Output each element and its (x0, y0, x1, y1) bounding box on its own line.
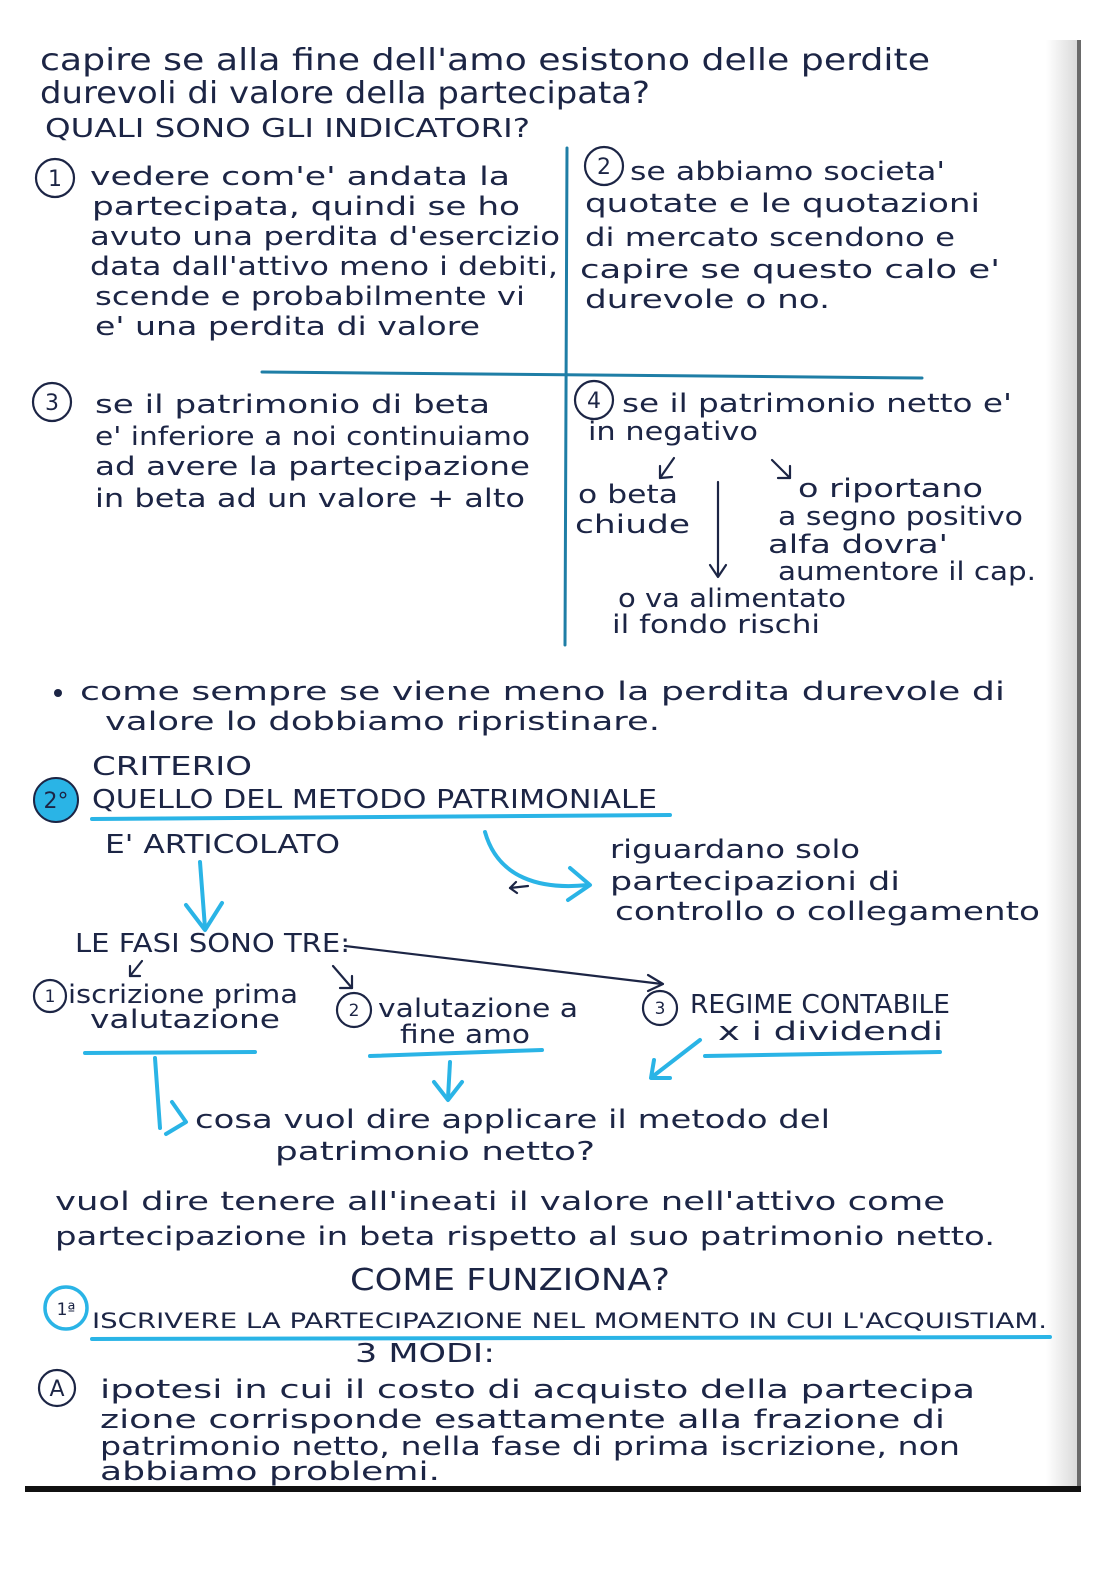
phase-line: x i dividendi (718, 1017, 943, 1047)
indicator-line: partecipata, quindi se ho (92, 192, 520, 222)
indicator-line: capire se questo calo e' (580, 255, 1000, 285)
svg-text:1: 1 (48, 167, 62, 192)
option-line: alfa dovra' (768, 530, 948, 560)
indicator-line: vedere com'e' andata la (90, 162, 511, 192)
indicator-3 (33, 383, 530, 514)
intro-line: durevoli di valore della partecipata? (40, 76, 651, 111)
question-line: patrimonio netto? (275, 1137, 595, 1167)
option-line: il fondo rischi (612, 610, 820, 640)
question-line: cosa vuol dire applicare il metodo del (195, 1105, 830, 1135)
indicator-line: e' una perdita di valore (95, 312, 480, 342)
indicator-line: in negativo (588, 417, 758, 447)
indicator-line: avuto una perdita d'esercizio (90, 222, 560, 252)
how-title: COME FUNZIONA? (350, 1263, 670, 1298)
intro-line: capire se alla fine dell'amo esistono delle perdite (40, 43, 931, 78)
step-text: ISCRIVERE LA PARTECIPAZIONE NEL MOMENTO IN CUI L'ACQUISTIAM. (92, 1309, 1047, 1333)
scope-line: partecipazioni di (610, 867, 900, 897)
scope-line: riguardano solo (610, 835, 860, 865)
indicator-line: in beta ad un valore + alto (95, 484, 525, 514)
indicator-line: data dall'attivo meno i debiti, (90, 252, 558, 282)
phase-line: REGIME CONTABILE (690, 990, 950, 1020)
svg-text:2: 2 (597, 155, 611, 180)
indicator-line: durevole o no. (585, 285, 830, 315)
answer-line: partecipazione in beta rispetto al suo patrimonio netto. (55, 1222, 995, 1252)
case-line: ipotesi in cui il costo di acquisto della partecipa (100, 1375, 975, 1405)
phase-line: valutazione a (378, 994, 578, 1024)
phase-line: valutazione (90, 1005, 280, 1035)
indicator-line: se il patrimonio di beta (95, 390, 490, 420)
svg-text:3: 3 (654, 999, 666, 1019)
quadrant-vertical-divider (565, 148, 567, 645)
svg-text:3: 3 (45, 391, 59, 416)
indicator-line: scende e probabilmente vi (95, 282, 525, 312)
option-line: o beta (578, 480, 678, 510)
case-line: zione corrisponde esattamente alla frazione di (100, 1405, 945, 1435)
svg-text:A: A (49, 1377, 65, 1402)
indicator-line: di mercato scendono e (585, 223, 955, 253)
indicator-line: se il patrimonio netto e' (622, 389, 1012, 419)
answer-line: vuol dire tenere all'ineati il valore nell'attivo come (55, 1187, 945, 1217)
phases-intro: LE FASI SONO TRE: (75, 929, 350, 959)
option-line: chiude (575, 510, 690, 540)
scan-right-edge (1077, 40, 1081, 1490)
option-line: o va alimentato (618, 584, 846, 614)
option-line: o riportano (798, 474, 983, 504)
svg-text:2: 2 (348, 1001, 360, 1021)
note-line: valore lo dobbiamo ripristinare. (105, 707, 660, 737)
option-line: aumentore il cap. (778, 557, 1036, 587)
phase-line: fine amo (400, 1020, 530, 1050)
svg-text:2°: 2° (43, 789, 69, 814)
indicator-line: ad avere la partecipazione (95, 452, 530, 482)
indicator-line: se abbiamo societa' (630, 157, 945, 187)
indicators-question: QUALI SONO GLI INDICATORI? (45, 114, 530, 144)
svg-text:1: 1 (44, 987, 56, 1007)
step-underline (92, 1337, 1050, 1339)
criterion-label: CRITERIO (92, 752, 252, 782)
svg-text:4: 4 (587, 389, 601, 414)
phase-line: iscrizione prima (68, 980, 298, 1010)
criterion-title: QUELLO DEL METODO PATRIMONIALE (92, 785, 657, 815)
note-line: come sempre se viene meno la perdita durevole di (80, 677, 1005, 707)
option-line: a segno positivo (778, 502, 1023, 532)
case-line: abbiamo problemi. (100, 1457, 440, 1487)
scan-right-shadow (1046, 40, 1078, 1488)
criterion-number-badge (34, 778, 78, 822)
phase-underline (85, 1052, 255, 1053)
modes-label: 3 MODI: (355, 1339, 495, 1369)
criterion-subtitle: E' ARTICOLATO (105, 830, 340, 860)
indicator-line: e' inferiore a noi continuiamo (95, 422, 530, 452)
bullet-icon (54, 689, 62, 697)
scope-line: controllo o collegamento (615, 897, 1040, 927)
svg-text:1ª: 1ª (56, 1300, 76, 1320)
case-line: patrimonio netto, nella fase di prima iscrizione, non (100, 1432, 960, 1462)
indicator-line: quotate e le quotazioni (585, 189, 980, 219)
